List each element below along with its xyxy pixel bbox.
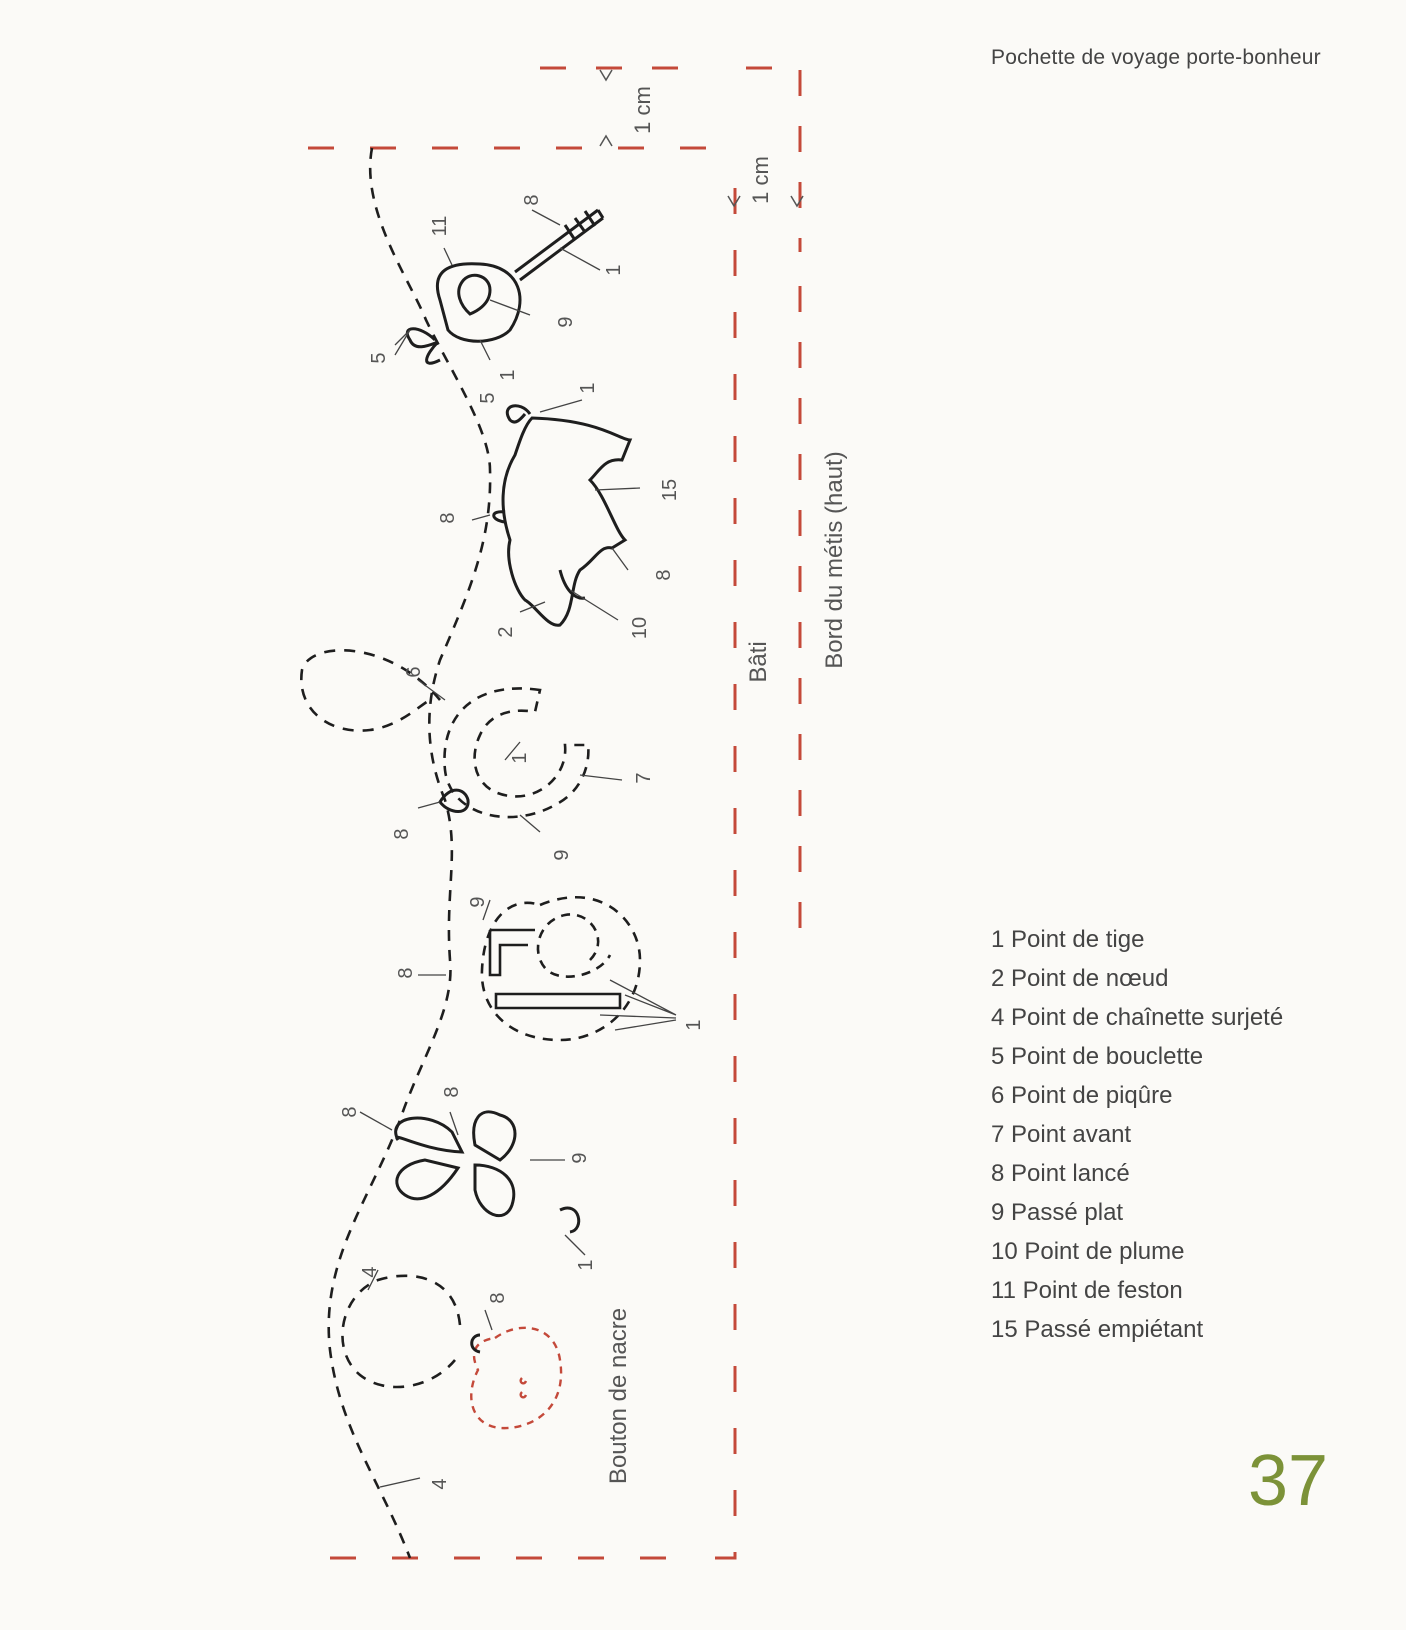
legend-item: 1 Point de tige xyxy=(991,926,1145,953)
callout-shoe-9: 9 xyxy=(551,849,573,861)
legend-item: 2 Point de nœud xyxy=(991,965,1169,992)
callout-pig-2: 2 xyxy=(495,626,517,638)
callout-clover-8b: 8 xyxy=(441,1086,463,1098)
callout-bow-5: 5 xyxy=(368,352,390,364)
callout-num-9: 9 xyxy=(467,896,489,908)
callout-key-11: 11 xyxy=(429,215,451,237)
callout-leader-lines xyxy=(360,210,676,1490)
callout-heart-4: 4 xyxy=(359,1266,381,1278)
callout-pig-1: 1 xyxy=(577,382,599,394)
legend-item: 8 Point lancé xyxy=(991,1160,1130,1187)
stitch-legend xyxy=(991,920,1283,1349)
callout-pig-10: 10 xyxy=(629,616,651,640)
callout-pig-15: 15 xyxy=(659,478,681,502)
dim-top-label: 1 cm xyxy=(630,86,655,134)
legend-item: 5 Point de bouclette xyxy=(991,1043,1204,1070)
callout-key-9: 9 xyxy=(555,316,577,328)
callout-numbers xyxy=(339,194,705,1489)
callout-bow-1: 1 xyxy=(497,369,519,381)
page-number: 37 xyxy=(1248,1441,1329,1521)
legend-item: 10 Point de plume xyxy=(991,1238,1185,1265)
callout-shoe-6: 6 xyxy=(403,666,425,678)
callout-heart-8: 8 xyxy=(487,1292,509,1304)
legend-item: 7 Point avant xyxy=(991,1121,1132,1148)
number-13-motif xyxy=(482,897,640,1040)
nacre-button-label: Bouton de nacre xyxy=(605,1307,632,1485)
page-header-title: Pochette de voyage porte-bonheur xyxy=(991,46,1321,69)
callout-shoe-1: 1 xyxy=(509,752,531,764)
legend-item: 4 Point de chaînette surjeté xyxy=(991,1004,1284,1031)
callout-pig-8a: 8 xyxy=(437,512,459,524)
legend-item: 9 Passé plat xyxy=(991,1199,1124,1226)
pig-motif xyxy=(494,406,630,626)
callout-key-8: 8 xyxy=(521,194,543,206)
callout-key-1: 1 xyxy=(603,264,625,276)
legend-item: 11 Point de feston xyxy=(991,1277,1183,1304)
callout-num-8: 8 xyxy=(395,967,417,979)
callout-clover-8a: 8 xyxy=(339,1106,361,1118)
heart-button-outline xyxy=(471,1328,561,1428)
clover-motif xyxy=(396,1112,579,1232)
callout-pig-8b: 8 xyxy=(653,569,675,581)
callout-pig-5: 5 xyxy=(477,392,499,404)
bati-label: Bâti xyxy=(745,641,772,683)
heart-hook xyxy=(472,1335,480,1352)
callout-shoe-8: 8 xyxy=(391,828,413,840)
vine-dashed xyxy=(301,148,490,1558)
fabric-edge-label: Bord du métis (haut) xyxy=(821,451,848,669)
legend-item: 6 Point de piqûre xyxy=(991,1082,1173,1109)
callout-num-1: 1 xyxy=(683,1019,705,1031)
callout-stem-4: 4 xyxy=(429,1478,451,1490)
callout-shoe-7: 7 xyxy=(633,772,655,784)
dim-right-label: 1 cm xyxy=(748,156,773,204)
legend-item: 15 Passé empiétant xyxy=(991,1316,1204,1343)
callout-clover-9: 9 xyxy=(569,1152,591,1164)
callout-clover-1: 1 xyxy=(575,1259,597,1271)
heart-button-holes xyxy=(521,1378,526,1397)
